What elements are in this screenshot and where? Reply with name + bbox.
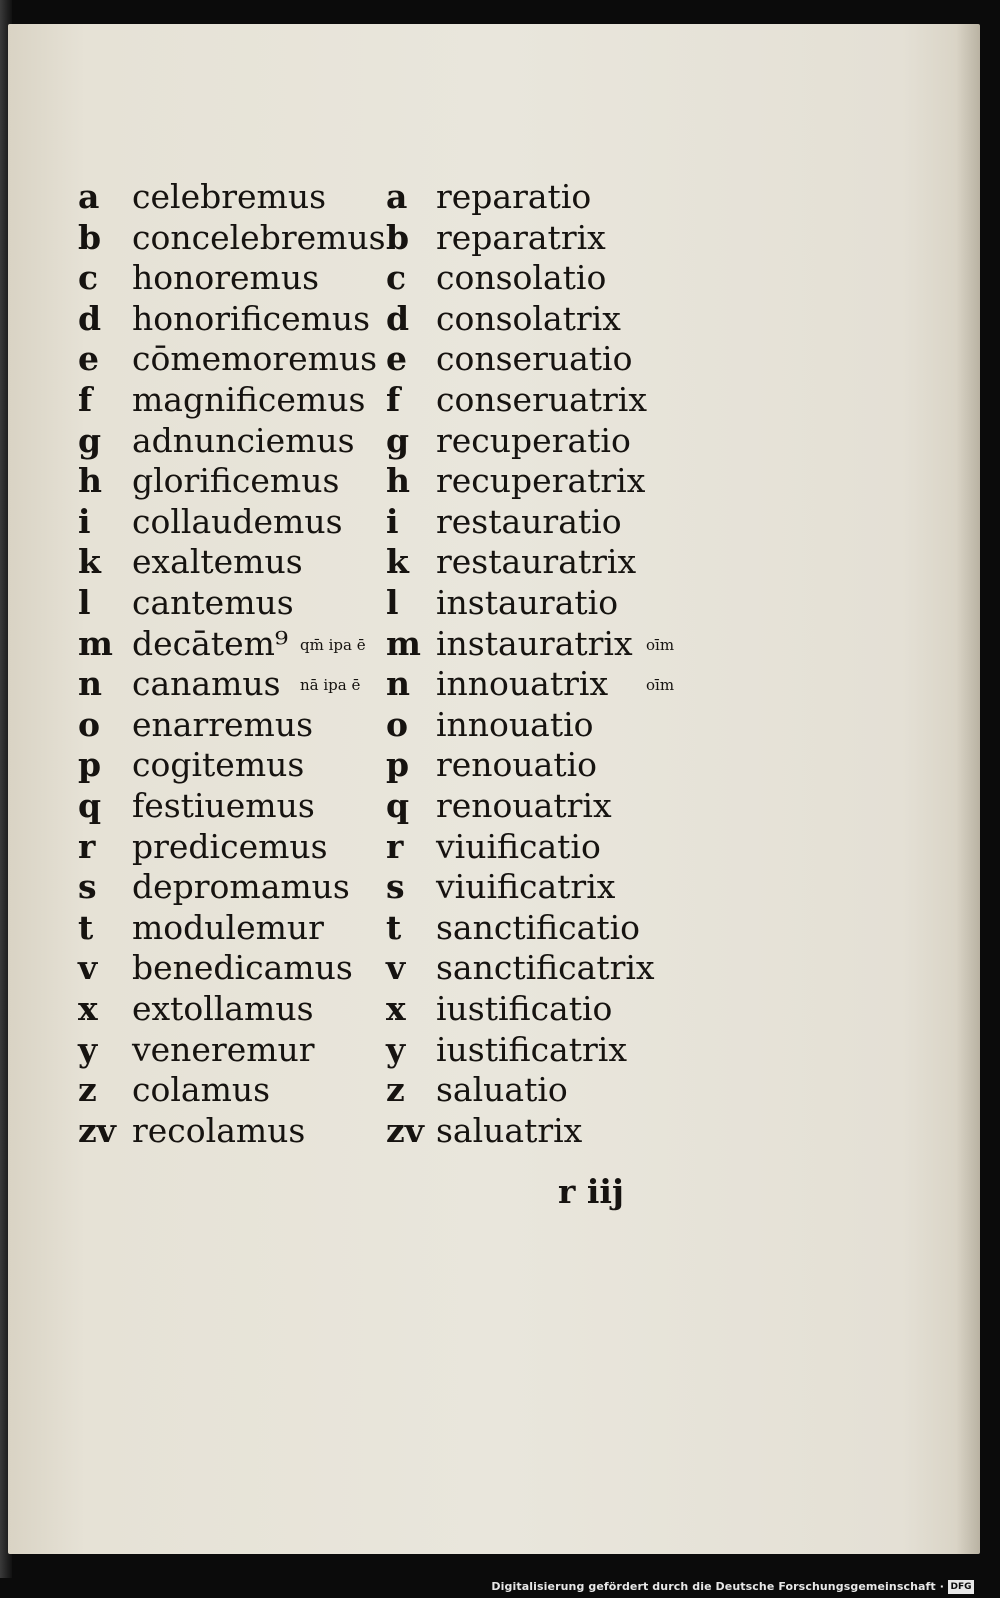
left-word: cōmemoremus <box>132 339 378 379</box>
left-word: colamus <box>132 1070 271 1110</box>
left-letter: y <box>78 1029 98 1069</box>
right-word: conseruatio <box>436 339 633 379</box>
entry-row <box>8 1110 980 1151</box>
right-letter: s <box>386 867 405 907</box>
left-letter: d <box>78 298 102 338</box>
footer-credit: Digitalisierung gefördert durch die Deutsche Forschungsgemeinschaft · <box>491 1580 944 1593</box>
right-word: consolatio <box>436 258 607 298</box>
right-letter: e <box>386 339 407 379</box>
right-letter: k <box>386 542 409 582</box>
entry-row <box>8 826 980 867</box>
left-word: concelebremus <box>132 217 386 257</box>
left-word: exaltemus <box>132 542 303 582</box>
left-word: celebremus <box>132 177 327 216</box>
left-letter: z <box>78 1070 97 1110</box>
entry-row <box>8 1069 980 1110</box>
left-word: honoremus <box>132 258 320 298</box>
entry-row <box>8 298 980 339</box>
right-letter: n <box>386 664 410 704</box>
right-word: viuificatio <box>436 826 601 866</box>
right-word: iustificatrix <box>436 1029 627 1069</box>
left-letter: t <box>78 907 94 947</box>
entry-row <box>8 866 980 907</box>
left-word: enarremus <box>132 704 314 744</box>
right-letter: x <box>386 989 406 1028</box>
right-word: renouatio <box>436 745 598 785</box>
entry-row <box>8 907 980 948</box>
left-letter: s <box>78 867 97 907</box>
right-letter: d <box>386 298 410 338</box>
signature-mark: r iij <box>558 1172 624 1211</box>
left-letter: l <box>78 583 91 622</box>
left-word: adnunciemus <box>132 420 355 460</box>
left-word: magnificemus <box>132 380 366 419</box>
left-letter: a <box>78 177 100 216</box>
left-word: decātem⁹ <box>132 623 289 663</box>
left-letter: r <box>78 826 96 866</box>
entry-row <box>8 541 980 582</box>
left-letter: o <box>78 704 101 744</box>
left-word: festiuemus <box>132 786 315 825</box>
right-word: viuificatrix <box>436 867 616 907</box>
left-letter: zv <box>78 1110 116 1150</box>
right-word: innouatrix <box>436 664 609 704</box>
left-word: extollamus <box>132 989 314 1028</box>
right-letter: m <box>386 623 421 663</box>
entry-row <box>8 988 980 1029</box>
right-letter: a <box>386 177 408 216</box>
entry-row <box>8 1029 980 1070</box>
left-word: predicemus <box>132 826 328 866</box>
left-letter: e <box>78 339 99 379</box>
entry-row <box>8 744 980 785</box>
right-abbreviation: oīm <box>646 635 675 654</box>
left-letter: v <box>78 948 98 988</box>
left-word: recolamus <box>132 1110 306 1150</box>
left-word: depromamus <box>132 867 350 907</box>
right-letter: c <box>386 258 407 298</box>
entry-row <box>8 217 980 258</box>
book-page <box>8 24 980 1554</box>
left-word: veneremur <box>132 1029 315 1069</box>
right-letter: z <box>386 1070 405 1110</box>
right-word: iustificatio <box>436 989 613 1028</box>
right-word: conseruatrix <box>436 380 647 419</box>
right-word: sanctificatrix <box>436 948 655 988</box>
entry-row <box>8 785 980 826</box>
entry-row <box>8 338 980 379</box>
right-letter: v <box>386 948 406 988</box>
right-word: recuperatrix <box>436 461 646 501</box>
left-word: honorificemus <box>132 298 371 338</box>
left-word: benedicamus <box>132 948 353 988</box>
right-letter: g <box>386 420 410 460</box>
entry-row <box>8 379 980 420</box>
right-word: recuperatio <box>436 420 631 460</box>
right-letter: q <box>386 786 410 825</box>
left-word: cogitemus <box>132 745 305 785</box>
right-word: reparatio <box>436 177 592 216</box>
left-letter: p <box>78 745 102 785</box>
left-letter: c <box>78 258 99 298</box>
right-word: restauratrix <box>436 542 637 582</box>
right-letter: t <box>386 907 402 947</box>
right-letter: h <box>386 461 410 501</box>
right-letter: r <box>386 826 404 866</box>
right-letter: b <box>386 217 410 257</box>
left-word: cantemus <box>132 583 294 622</box>
entry-row <box>8 257 980 298</box>
entry-row <box>8 176 980 217</box>
entry-row <box>8 501 980 542</box>
left-word: canamus <box>132 664 281 704</box>
right-word: innouatio <box>436 704 594 744</box>
right-letter: f <box>386 380 401 419</box>
right-word: restauratio <box>436 501 622 541</box>
left-letter: n <box>78 664 102 704</box>
right-word: instauratrix <box>436 623 633 663</box>
left-abbreviation: qm̄ ipa ē <box>300 635 366 654</box>
left-letter: f <box>78 380 93 419</box>
entry-row <box>8 704 980 745</box>
right-word: consolatrix <box>436 298 621 338</box>
right-letter: y <box>386 1029 406 1069</box>
dfg-logo: DFG <box>948 1580 974 1594</box>
right-word: renouatrix <box>436 786 612 825</box>
right-word: saluatrix <box>436 1110 583 1150</box>
left-letter: q <box>78 786 102 825</box>
entry-row <box>8 663 980 704</box>
left-letter: m <box>78 623 113 663</box>
right-word: saluatio <box>436 1070 568 1110</box>
right-letter: zv <box>386 1110 424 1150</box>
left-letter: g <box>78 420 102 460</box>
left-word: modulemur <box>132 907 324 947</box>
left-word: collaudemus <box>132 501 343 541</box>
entry-row <box>8 582 980 623</box>
right-word: reparatrix <box>436 217 606 257</box>
right-letter: l <box>386 583 399 622</box>
left-letter: b <box>78 217 102 257</box>
left-letter: k <box>78 542 101 582</box>
left-abbreviation: nā ipa ē <box>300 676 361 695</box>
left-letter: h <box>78 461 102 501</box>
entry-row <box>8 947 980 988</box>
right-word: instauratio <box>436 583 619 622</box>
entry-row <box>8 623 980 664</box>
right-abbreviation: oīm <box>646 676 675 695</box>
right-letter: p <box>386 745 410 785</box>
right-letter: i <box>386 501 399 541</box>
entry-row <box>8 420 980 461</box>
left-word: glorificemus <box>132 461 340 501</box>
entry-row <box>8 460 980 501</box>
left-letter: i <box>78 501 91 541</box>
right-letter: o <box>386 704 409 744</box>
right-word: sanctificatio <box>436 907 641 947</box>
left-letter: x <box>78 989 98 1028</box>
